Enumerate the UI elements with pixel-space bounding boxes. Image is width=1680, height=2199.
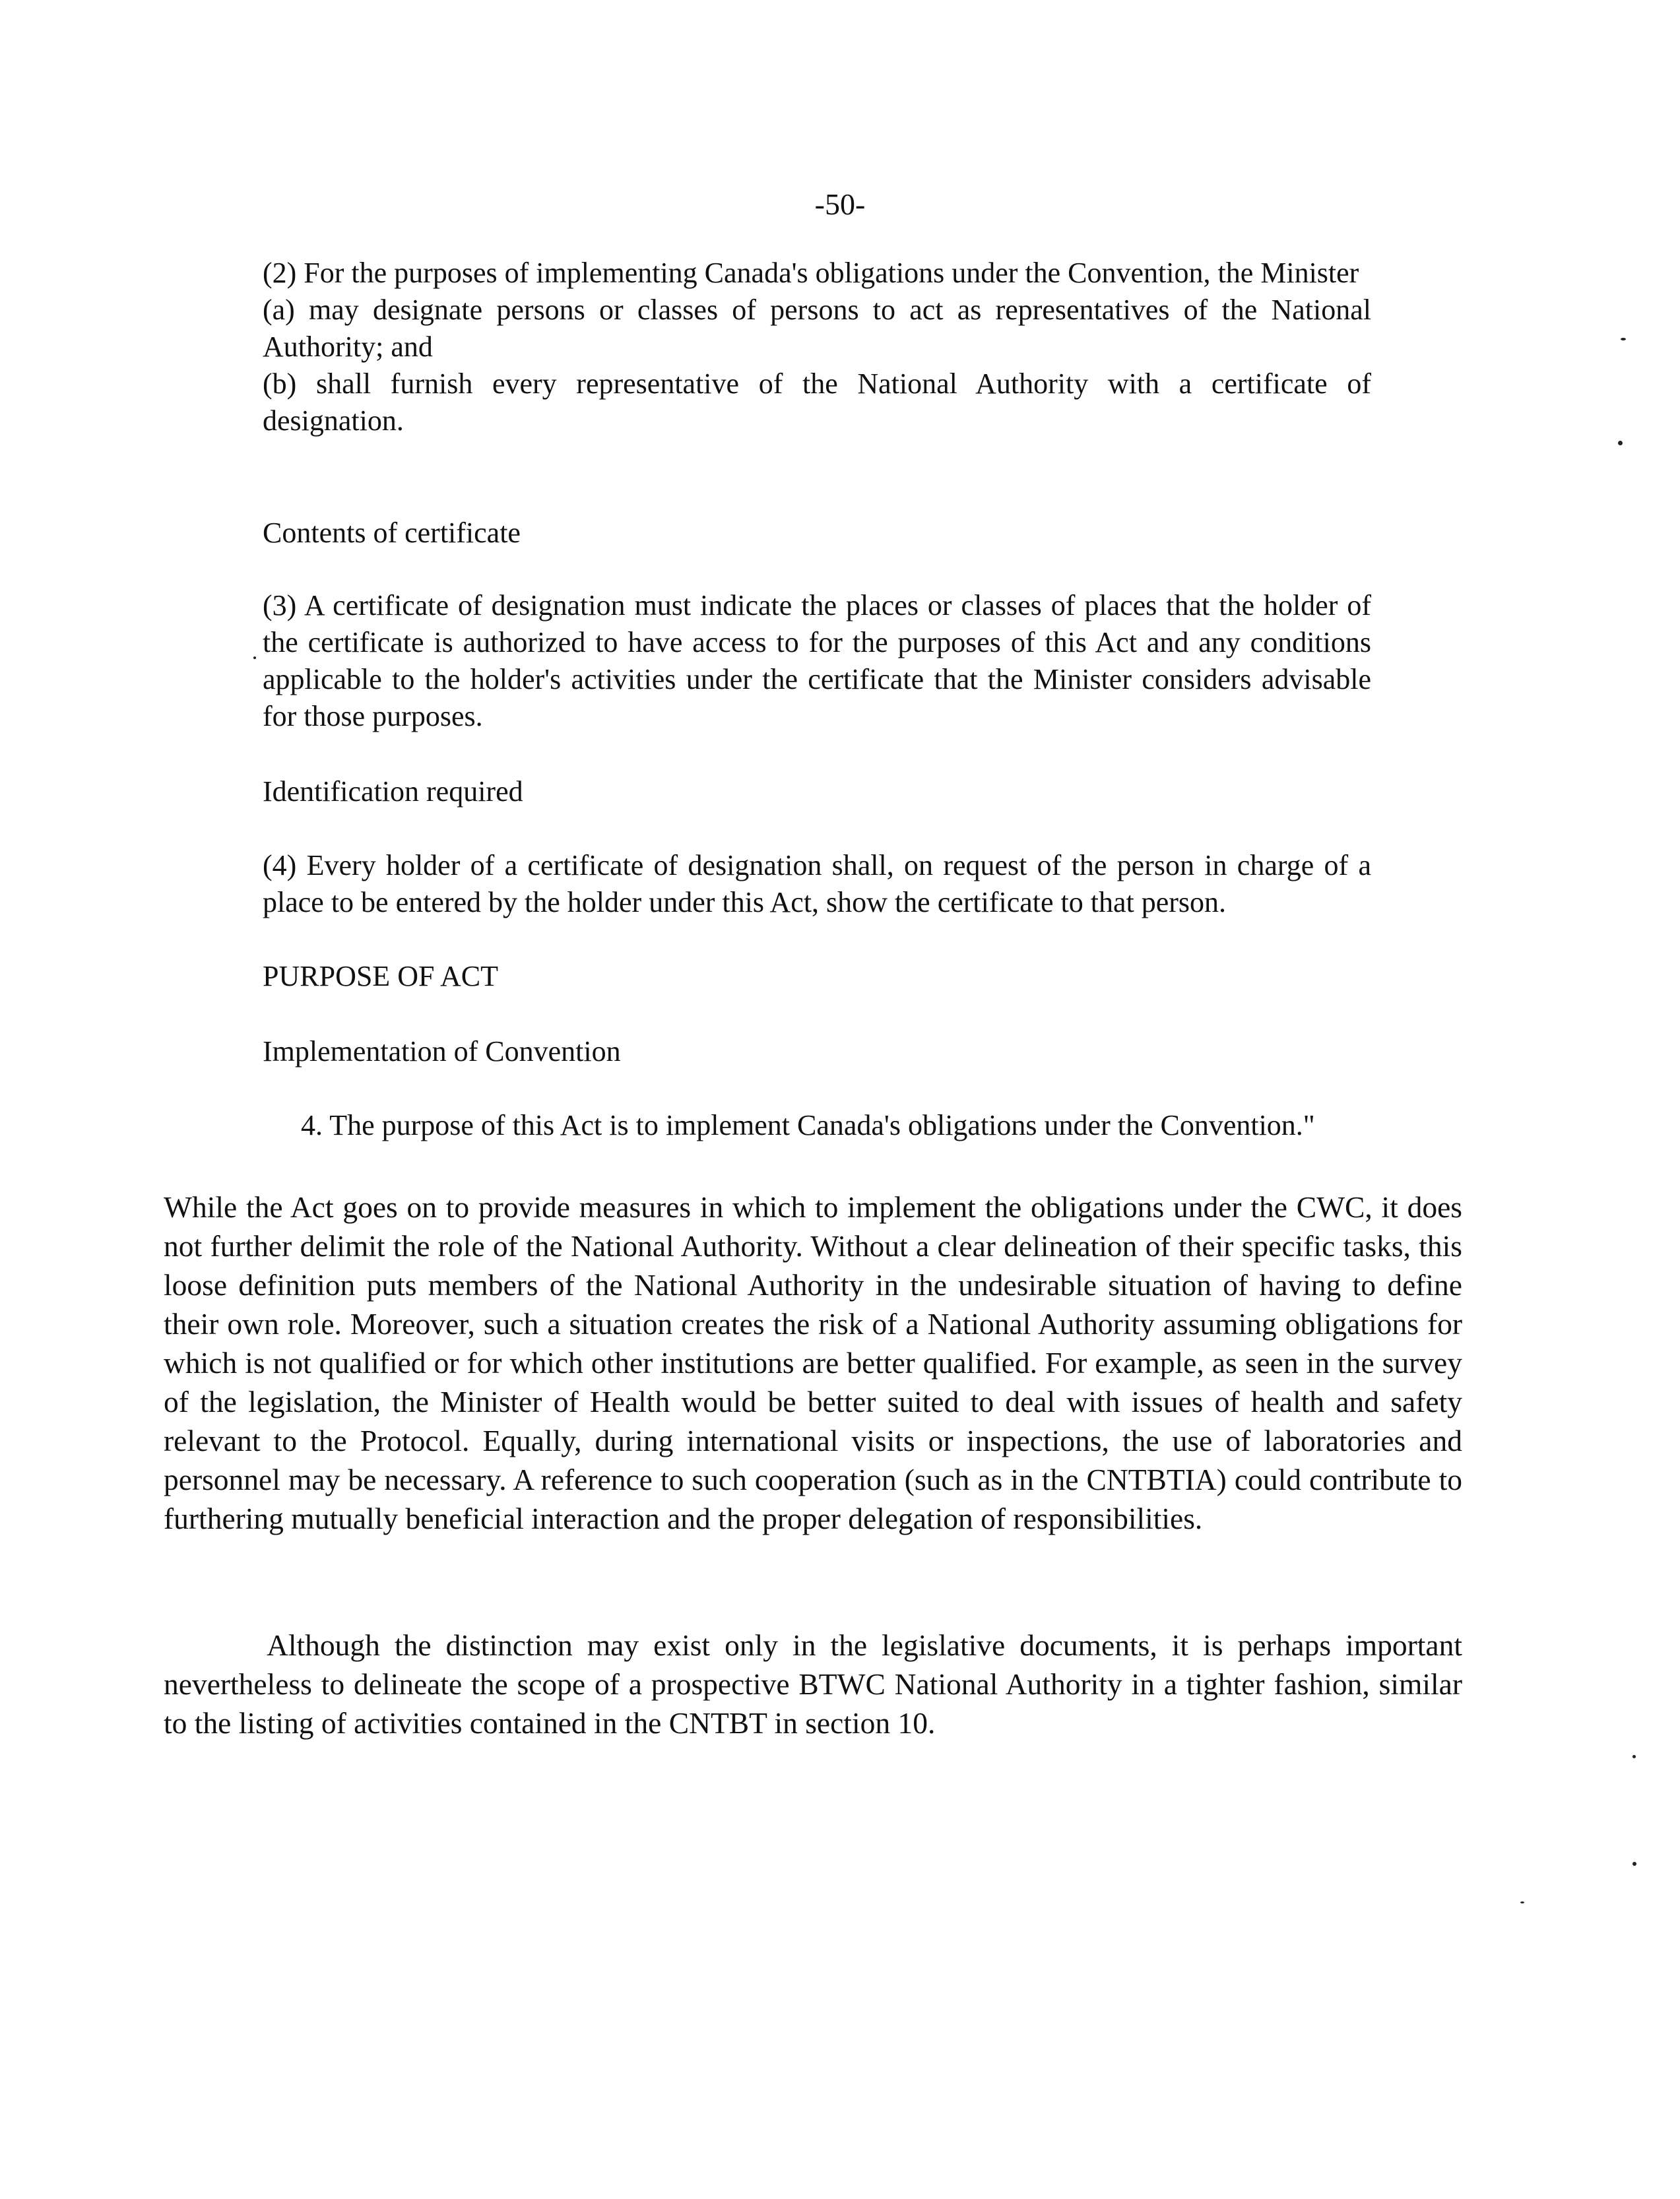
heading-contents-of-certificate	[263, 515, 1371, 552]
heading-identification-text: Identification required	[263, 775, 523, 808]
subsection-2-item-b: (b) shall furnish every representative of the National Authority with a certificate of designation.	[263, 367, 1371, 437]
subsection-3-text: (3) A certificate of designation must indicate the places or classes of places that the holder of the certificate is authorized to have access to for the purposes of this Act and any conditions applicable to the holder's activities under the certificate that the Minister considers advisable for those purposes.	[263, 589, 1371, 732]
heading-purpose-text: PURPOSE OF ACT	[263, 960, 499, 992]
scan-speck	[1632, 1862, 1636, 1866]
body-paragraph-2-text: Although the distinction may exist only in the legislative documents, it is perhaps important nevertheless to delineate the scope of a prospective BTWC National Authority in a tighter fashion, similar to the listing of activities contained in the CNTBT in section 10.	[164, 1628, 1462, 1740]
subsection-4-block	[263, 847, 1371, 921]
heading-identification-required	[263, 773, 1371, 810]
scan-speck	[1632, 1755, 1636, 1758]
heading-implementation-of-convention	[263, 1033, 1371, 1070]
subsection-3-block	[263, 587, 1371, 735]
subsection-2-block	[263, 255, 1371, 439]
heading-purpose-of-act	[263, 958, 1371, 995]
heading-implementation-text: Implementation of Convention	[263, 1035, 621, 1068]
body-paragraph-2	[164, 1626, 1462, 1742]
body-paragraph-1-text: While the Act goes on to provide measures in which to implement the obligations under the CWC, it does not further delimit the role of the National Authority. Without a clear delineation of their specific tasks, this loose definition puts members of the National Authority in the undesirable situation of having to define their own role. Moreover, such a situation creates the risk of a National Authority assuming obligations for which is not qualified or for which other institutions are better qualified. For example, as seen in the survey of the legislation, the Minister of Health would be better suited to deal with issues of health and safety relevant to the Protocol. Equally, during international visits or inspections, the use of laboratories and personnel may be necessary. A reference to such cooperation (such as in the CNTBTIA) could contribute to furthering mutually beneficial interaction and the proper delegation of responsibilities.	[164, 1190, 1462, 1535]
scan-speck	[1618, 441, 1623, 445]
body-paragraph-1	[164, 1188, 1462, 1538]
scan-speck	[1621, 338, 1626, 340]
heading-contents-text: Contents of certificate	[263, 517, 521, 549]
scan-speck	[1520, 1901, 1524, 1903]
scan-speck	[253, 656, 256, 659]
subsection-4-text: (4) Every holder of a certificate of designation shall, on request of the person in charge of a place to be entered by the holder under this Act, show the certificate to that person.	[263, 849, 1371, 918]
section-4-block	[301, 1107, 1383, 1144]
section-4-text: 4. The purpose of this Act is to implement Canada's obligations under the Convention."	[301, 1109, 1315, 1141]
subsection-2-intro: (2) For the purposes of implementing Canada's obligations under the Convention, the Minister	[263, 257, 1359, 289]
subsection-2-item-a: (a) may designate persons or classes of persons to act as representatives of the National Authority; and	[263, 294, 1371, 363]
page-number: -50-	[814, 187, 866, 221]
